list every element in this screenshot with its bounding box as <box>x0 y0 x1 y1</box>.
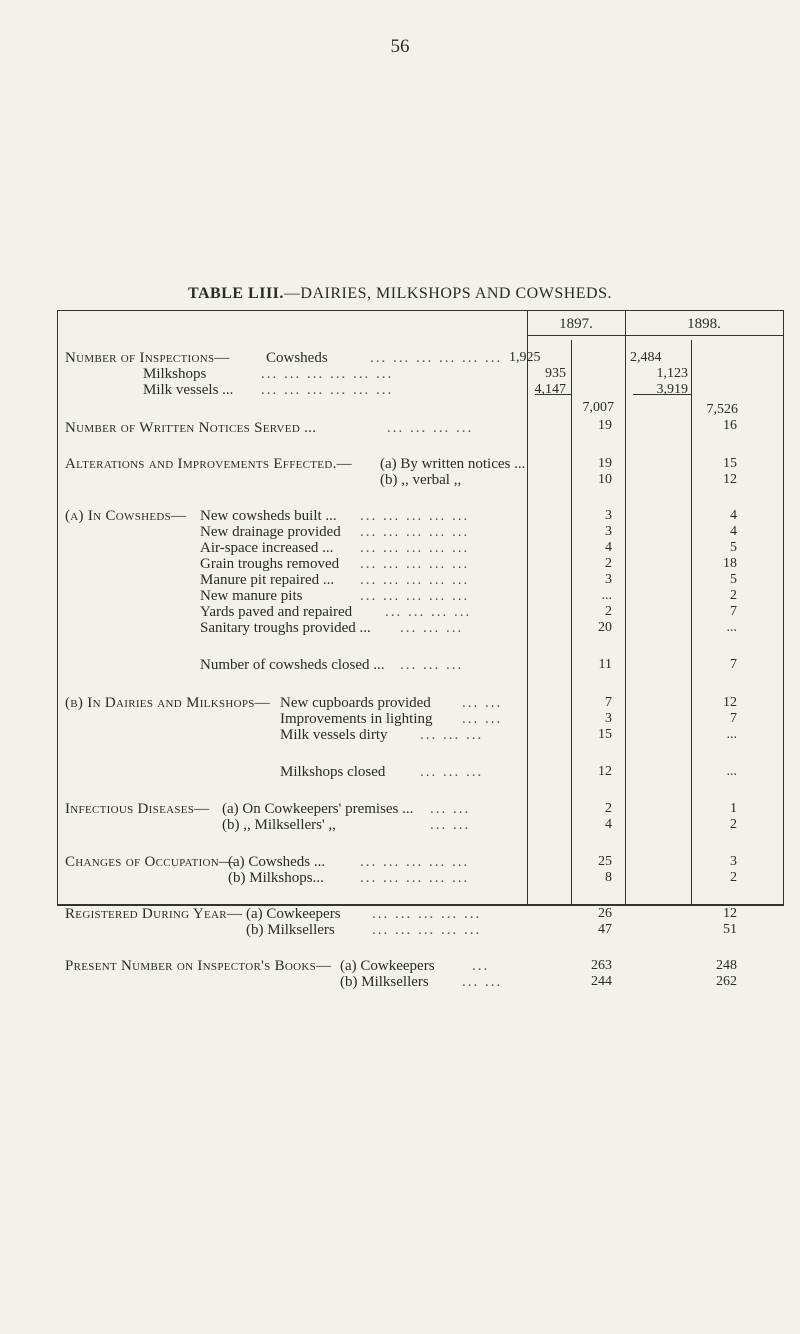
notices-label: Number of Written Notices Served ... <box>65 420 317 436</box>
dairies-row-1-label: Improvements in lighting <box>280 711 433 727</box>
notices-1897: 19 <box>598 418 612 433</box>
registered-row-0-1898: 12 <box>723 906 737 921</box>
cowsheds-row-4-1898: 5 <box>730 572 737 587</box>
leader-dots: ... ... ... ... ... <box>372 906 482 922</box>
registered-heading: Registered During Year— <box>65 906 243 922</box>
dairies-row-1-1897: 3 <box>605 711 612 726</box>
infectious-row-0-1897: 2 <box>605 801 612 816</box>
infectious-row-1-label: (b) ,, Milksellers' ,, <box>222 817 336 833</box>
leader-dots: ... ... ... ... ... <box>372 922 482 938</box>
header-1897: 1897. <box>559 316 593 332</box>
registered-row-1-1897: 47 <box>598 922 612 937</box>
alterations-written-label: (a) By written notices ... <box>380 456 526 472</box>
cowsheds-row-1-label: New drainage provided <box>200 524 341 540</box>
leader-dots: ... ... <box>430 817 471 833</box>
infectious-row-1-1897: 4 <box>605 817 612 832</box>
leader-dots: ... ... ... ... ... <box>360 508 470 524</box>
occupation-row-0-1898: 3 <box>730 854 737 869</box>
infectious-heading: Infectious Diseases— <box>65 801 210 817</box>
alterations-verbal-1898: 12 <box>723 472 737 487</box>
milkshops-closed-1898: ... <box>726 764 737 779</box>
cowsheds-row-4-label: Manure pit repaired ... <box>200 572 335 588</box>
leader-dots: ... ... ... <box>400 620 464 636</box>
cowsheds-row-2-label: Air-space increased ... <box>200 540 334 556</box>
cowsheds-heading: (a) In Cowsheds— <box>65 508 187 524</box>
cowsheds-row-7-1898: ... <box>726 620 737 635</box>
leader-dots: ... ... ... ... ... <box>360 588 470 604</box>
right-rule <box>783 310 784 906</box>
alterations-written-1898: 15 <box>723 456 737 471</box>
dairies-row-0-1898: 12 <box>723 695 737 710</box>
present-row-1-1897: 244 <box>591 974 612 989</box>
dairies-row-0-label: New cupboards provided <box>280 695 431 711</box>
inspections-total-1897: 7,007 <box>582 400 614 415</box>
cowsheds-row-2-1897: 4 <box>605 540 612 555</box>
dairies-row-0-1897: 7 <box>605 695 612 710</box>
alterations-written-1897: 19 <box>598 456 612 471</box>
cowsheds-closed-1897: 11 <box>598 657 612 672</box>
inspections-cowsheds-label: Cowsheds <box>266 350 328 366</box>
milkshops-closed-label: Milkshops closed <box>280 764 386 780</box>
dairies-row-1-1898: 7 <box>730 711 737 726</box>
leader-dots: ... ... ... <box>400 657 464 673</box>
leader-dots: ... ... <box>430 801 471 817</box>
registered-row-0-1897: 26 <box>598 906 612 921</box>
cowsheds-row-3-1897: 2 <box>605 556 612 571</box>
dairies-heading: (b) In Dairies and Milkshops— <box>65 695 270 711</box>
occupation-row-1-1897: 8 <box>605 870 612 885</box>
inspections-milkvessels-1898: 3,919 <box>656 382 688 397</box>
inspections-heading: Number of Inspections— <box>65 350 230 366</box>
leader-dots: ... ... ... ... ... ... <box>370 350 503 366</box>
leader-dots: ... ... ... ... ... ... <box>261 382 394 398</box>
cowsheds-row-0-label: New cowsheds built ... <box>200 508 337 524</box>
infectious-row-1-1898: 2 <box>730 817 737 832</box>
inspections-milkvessels-label: Milk vessels ... <box>143 382 234 398</box>
occupation-row-1-label: (b) Milkshops... <box>228 870 324 886</box>
page-number: 56 <box>390 36 410 57</box>
table-title <box>0 285 800 303</box>
cowsheds-row-1-1898: 4 <box>730 524 737 539</box>
header-rule <box>527 335 784 336</box>
cowsheds-row-0-1897: 3 <box>605 508 612 523</box>
leader-dots: ... ... ... ... ... <box>360 572 470 588</box>
cowsheds-row-5-1897: ... <box>601 588 612 603</box>
leader-dots: ... ... ... ... <box>385 604 472 620</box>
infectious-row-0-label: (a) On Cowkeepers' premises ... <box>222 801 414 817</box>
occupation-heading: Changes of Occupation— <box>65 854 235 870</box>
occupation-row-1-1898: 2 <box>730 870 737 885</box>
leader-dots: ... ... ... ... ... <box>360 540 470 556</box>
cowsheds-row-6-1898: 7 <box>730 604 737 619</box>
cowsheds-row-0-1898: 4 <box>730 508 737 523</box>
cowsheds-row-3-1898: 18 <box>723 556 737 571</box>
leader-dots: ... ... ... ... ... <box>360 556 470 572</box>
registered-row-1-label: (b) Milksellers <box>246 922 335 938</box>
occupation-row-0-1897: 25 <box>598 854 612 869</box>
leader-dots: ... ... ... ... ... <box>360 854 470 870</box>
inspections-cowsheds-1898: 2,484 <box>630 350 662 365</box>
col-rule-2 <box>625 310 626 906</box>
leader-dots: ... ... ... ... ... <box>360 870 470 886</box>
leader-dots: ... ... ... ... ... <box>360 524 470 540</box>
leader-dots: ... ... <box>462 974 503 990</box>
cowsheds-closed-1898: 7 <box>730 657 737 672</box>
cowsheds-row-1-1897: 3 <box>605 524 612 539</box>
leader-dots: ... ... <box>462 695 503 711</box>
present-row-0-1897: 263 <box>591 958 612 973</box>
col-rule-1 <box>527 310 528 906</box>
milkshops-closed-1897: 12 <box>598 764 612 779</box>
cowsheds-closed-label: Number of cowsheds closed ... <box>200 657 385 673</box>
dairies-row-2-1898: ... <box>726 727 737 742</box>
leader-dots: ... ... ... ... ... ... <box>261 366 394 382</box>
inspections-total-1898: 7,526 <box>706 402 738 417</box>
table-label: TABLE LIII. <box>188 285 284 302</box>
cowsheds-row-6-label: Yards paved and repaired <box>200 604 353 620</box>
table-subject: —DAIRIES, MILKSHOPS AND COWSHEDS. <box>283 285 612 302</box>
leader-dots: ... ... <box>462 711 503 727</box>
present-heading: Present Number on Inspector's Books— <box>65 958 332 974</box>
leader-dots: ... ... ... <box>420 764 484 780</box>
alterations-verbal-1897: 10 <box>598 472 612 487</box>
registered-row-0-label: (a) Cowkeepers <box>246 906 341 922</box>
cowsheds-row-7-label: Sanitary troughs provided ... <box>200 620 371 636</box>
alterations-heading: Alterations and Improvements Effected.— <box>65 456 352 472</box>
inspections-cowsheds-1897: 1,925 <box>509 350 541 365</box>
alterations-verbal-label: (b) ,, verbal ,, <box>380 472 462 488</box>
cowsheds-row-7-1897: 20 <box>598 620 612 635</box>
cowsheds-row-5-1898: 2 <box>730 588 737 603</box>
present-row-0-1898: 248 <box>716 958 737 973</box>
inspections-milkshops-1897: 935 <box>545 366 566 381</box>
cowsheds-row-4-1897: 3 <box>605 572 612 587</box>
infectious-row-0-1898: 1 <box>730 801 737 816</box>
cowsheds-row-3-label: Grain troughs removed <box>200 556 340 572</box>
inspections-milkvessels-1897: 4,147 <box>534 382 566 397</box>
left-rule <box>57 310 58 906</box>
present-row-1-1898: 262 <box>716 974 737 989</box>
inspections-milkshops-label: Milkshops <box>143 366 207 382</box>
present-row-1-label: (b) Milksellers <box>340 974 429 990</box>
header-1898: 1898. <box>687 316 721 332</box>
dairies-row-2-1897: 15 <box>598 727 612 742</box>
leader-dots: ... ... ... ... <box>387 420 474 436</box>
leader-dots: ... <box>472 958 490 974</box>
notices-1898: 16 <box>723 418 737 433</box>
occupation-row-0-label: (a) Cowsheds ... <box>228 854 326 870</box>
top-rule <box>57 310 784 311</box>
dairies-row-2-label: Milk vessels dirty <box>280 727 388 743</box>
leader-dots: ... ... ... <box>420 727 484 743</box>
inspections-milkshops-1898: 1,123 <box>656 366 688 381</box>
cowsheds-row-2-1898: 5 <box>730 540 737 555</box>
present-row-0-label: (a) Cowkeepers <box>340 958 435 974</box>
registered-row-1-1898: 51 <box>723 922 737 937</box>
cowsheds-row-6-1897: 2 <box>605 604 612 619</box>
cowsheds-row-5-label: New manure pits <box>200 588 303 604</box>
